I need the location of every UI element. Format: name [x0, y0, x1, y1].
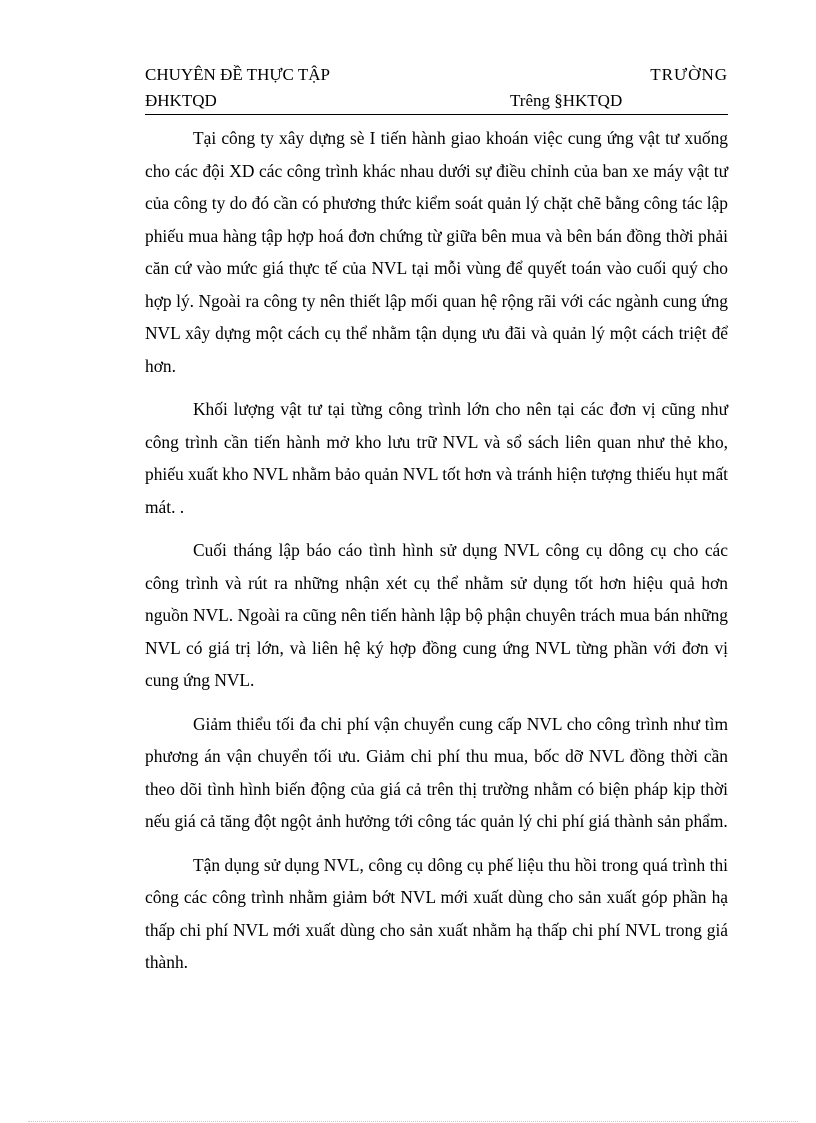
body-text — [145, 122, 728, 990]
header-school: TRƯỜNG — [650, 65, 728, 84]
paragraph-3: Cuối tháng lập báo cáo tình hình sử dụng NVL công cụ dông cụ cho các công trình và rút ra những nhận xét cụ thể nhằm sử dụng tốt hơn hiệu quả hơn nguồn NVL. Ngoài ra cũng nên tiến hành lập bộ phận chuyên trách mua bán những NVL có giá trị lớn, và liên hệ ký hợp đồng cung ứng NVL từng phần với đơn vị cung ứng NVL. — [145, 540, 728, 690]
paragraph-4: Giảm thiểu tối đa chi phí vận chuyển cung cấp NVL cho công trình như tìm phương án vận chuyển tối ưu. Giảm chi phí thu mua, bốc dỡ NVL đồng thời cần theo dõi tình hình biến động của giá cả trên thị trường nhằm có biện pháp kịp thời nếu giá cả tăng đột ngột ảnh hưởng tới công tác quản lý chi phí giá thành sản phẩm. — [145, 713, 728, 831]
page-bottom-edge — [28, 1121, 798, 1122]
header-row-2 — [145, 88, 728, 114]
page-header — [145, 62, 728, 115]
paragraph-2: Khối lượng vật tư tại từng công trình lớn cho nên tại các đơn vị cũng như công trình cần tiến hành mở kho lưu trữ NVL và sổ sách liên quan như thẻ kho, phiếu xuất kho NVL nhằm bảo quản NVL tốt hơn và tránh hiện tượng thiếu hụt mất mát. . — [145, 399, 728, 517]
header-title: CHUYÊN ĐỀ THỰC TẬP — [145, 65, 330, 84]
header-row-1 — [145, 62, 728, 88]
paragraph-5: Tận dụng sử dụng NVL, công cụ dông cụ phế liệu thu hồi trong quá trình thi công các công trình nhằm giảm bớt NVL mới xuất dùng cho sản xuất góp phần hạ thấp chi phí NVL mới xuất dùng cho sản xuất nhằm hạ thấp chi phí NVL trong giá thành. — [145, 854, 728, 972]
paragraph-1: Tại công ty xây dựng sè I tiến hành giao khoán việc cung ứng vật tư xuống cho các đội XD các công trình khác nhau dưới sự điều chỉnh của ban xe máy vật tư của công ty do đó cần có phương thức kiểm soát quản lý chặt chẽ bằng công tác lập phiếu mua hàng tập hợp hoá đơn chứng từ giữa bên mua và bên bán đồng thời phải căn cứ vào mức giá thực tế của NVL tại mỗi vùng để quyết toán vào cuối quý cho hợp lý. Ngoài ra công ty nên thiết lập mối quan hệ rộng rãi với các ngành cung ứng NVL xây dựng một cách cụ thể nhằm tận dụng ưu đãi và quản lý một cách triệt để hơn. — [145, 128, 728, 376]
header-school-legacy: Trêng §HKTQD — [510, 91, 623, 110]
header-school-abbrev: ĐHKTQD — [145, 91, 217, 110]
